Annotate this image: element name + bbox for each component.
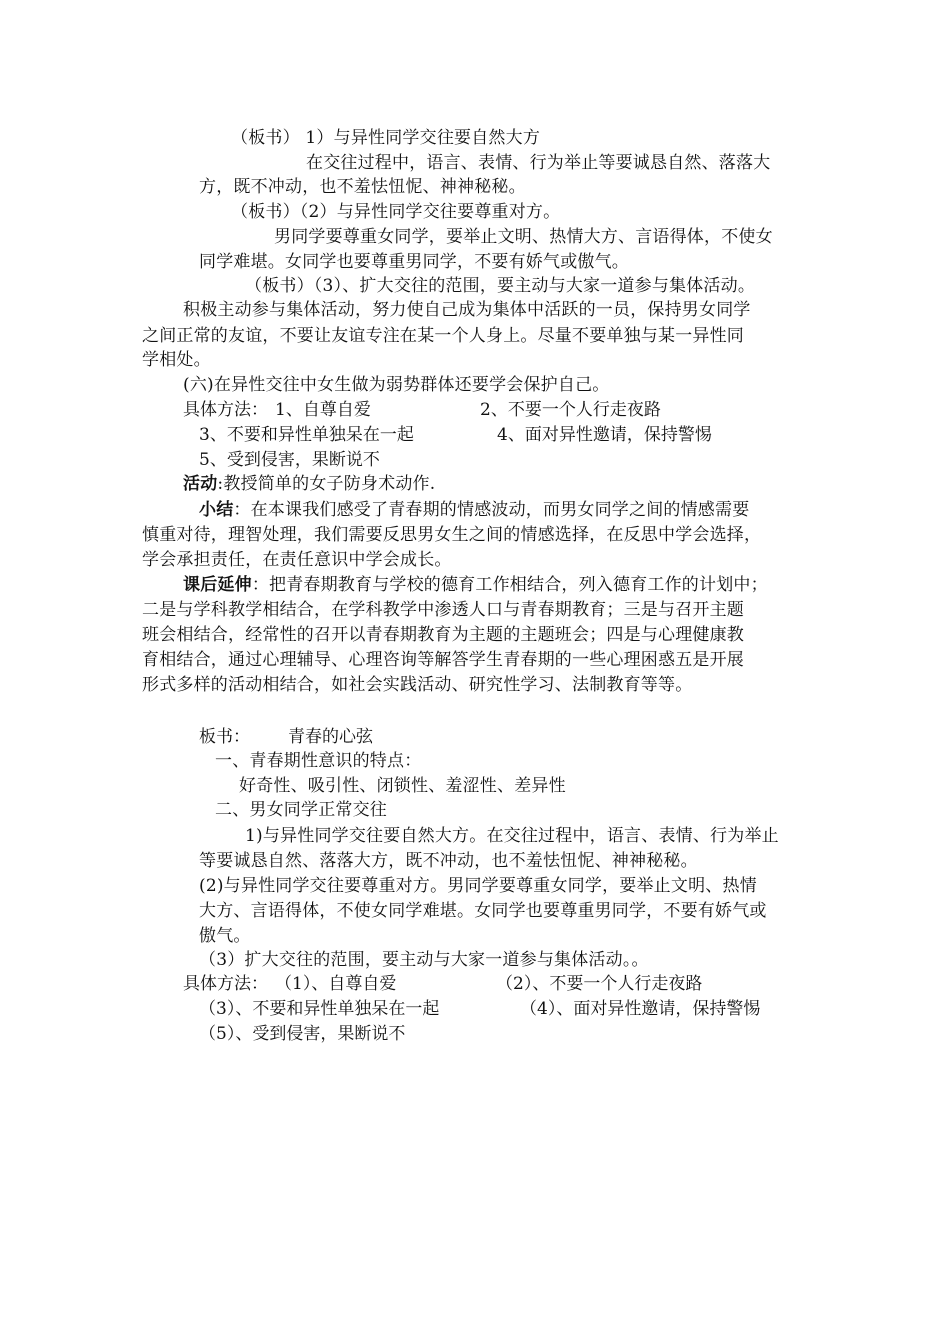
method-item: 5、受到侵害，果断说不 [199,450,380,470]
paragraph-line: 大方、言语得体，不使女同学难堪。女同学也要尊重男同学，不要有娇气或 [199,901,767,921]
paragraph-line: 等要诚恳自然、落落大方，既不冲动，也不羞怯忸怩、神神秘秘。 [199,851,698,871]
paragraph-line: (2)与异性同学交往要尊重对方。男同学要尊重女同学，要举止文明、热情 [199,876,757,896]
method-item: （4）、面对异性邀请，保持警惕 [520,999,761,1019]
summary-text: ：在本课我们感受了青春期的情感波动，而男女同学之间的情感需要 [233,500,750,520]
paragraph-line: （3）扩大交往的范围，要主动与大家一道参与集体活动。。 [199,950,649,970]
method-item: （3）、不要和异性单独呆在一起 [199,999,440,1019]
paragraph-line: 班会相结合，经常性的召开以青春期教育为主题的主题班会；四是与心理健康教 [142,625,744,645]
board-note-2: （板书）（2）与异性同学交往要尊重对方。 [231,202,561,222]
activity-text: :教授简单的女子防身术动作. [217,474,436,494]
methods-label: 具体方法： [183,974,268,994]
methods-label: 具体方法： [183,400,268,420]
extension-text: ：把青春期教育与学校的德育工作相结合，列入德育工作的计划中； [251,575,768,595]
paragraph-line: 形式多样的活动相结合，如社会实践活动、研究性学习、法制教育等等。 [142,675,693,695]
summary-line [199,498,749,522]
method-item: （2）、不要一个人行走夜路 [496,974,703,994]
paragraph-line: 慎重对待，理智处理，我们需要反思男女生之间的情感选择，在反思中学会选择， [142,525,762,545]
method-item: 4、面对异性邀请，保持警惕 [497,425,712,445]
board-note-1: （板书） 1）与异性同学交往要自然大方 [231,128,541,148]
activity-label: 活动 [183,474,218,494]
board-traits: 好奇性、吸引性、闭锁性、羞涩性、差异性 [239,776,566,796]
paragraph-line: 育相结合，通过心理辅导、心理咨询等解答学生青春期的一些心理困惑五是开展 [142,650,744,670]
method-item: 3、不要和异性单独呆在一起 [199,425,414,445]
paragraph-line: 男同学要尊重女同学，要举止文明、热情大方、言语得体，不使女 [274,227,773,247]
board-title-label: 板书： [199,727,250,747]
summary-label: 小结 [199,500,234,520]
board-note-3: （板书）（3）、扩大交往的范围，要主动与大家一道参与集体活动。 [245,276,756,296]
board-heading-2: 二、男女同学正常交往 [215,800,387,820]
board-title: 青春的心弦 [288,727,373,747]
activity-line [183,472,435,496]
paragraph-line: 学相处。 [142,350,211,370]
method-item: 1、自尊自爱 [275,400,371,420]
paragraph-line: 二是与学科教学相结合，在学科教学中渗透人口与青春期教育；三是与召开主题 [142,600,744,620]
section-six-heading: (六)在异性交往中女生做为弱势群体还要学会保护自己。 [183,375,610,395]
paragraph-line: 在交往过程中，语言、表情、行为举止等要诚恳自然、落落大 [306,153,771,173]
method-item: 2、不要一个人行走夜路 [480,400,661,420]
paragraph-line: 1)与异性同学交往要自然大方。在交往过程中，语言、表情、行为举止 [245,826,779,846]
paragraph-line: 同学难堪。女同学也要尊重男同学，不要有娇气或傲气。 [199,252,629,272]
board-heading-1: 一、青春期性意识的特点： [215,751,422,771]
extension-label: 课后延伸 [183,575,252,595]
extension-line [183,573,768,597]
paragraph-line: 学会承担责任，在责任意识中学会成长。 [142,550,452,570]
method-item: （5）、受到侵害，果断说不 [199,1024,406,1044]
method-item: （1）、自尊自爱 [275,974,397,994]
paragraph-line: 傲气。 [199,926,251,946]
paragraph-line: 之间正常的友谊，不要让友谊专注在某一个人身上。尽量不要单独与某一异性同 [142,326,744,346]
paragraph-line: 积极主动参与集体活动，努力使自己成为集体中活跃的一员，保持男女同学 [183,300,751,320]
paragraph-line: 方，既不冲动，也不羞怯忸怩、神神秘秘。 [199,177,526,197]
